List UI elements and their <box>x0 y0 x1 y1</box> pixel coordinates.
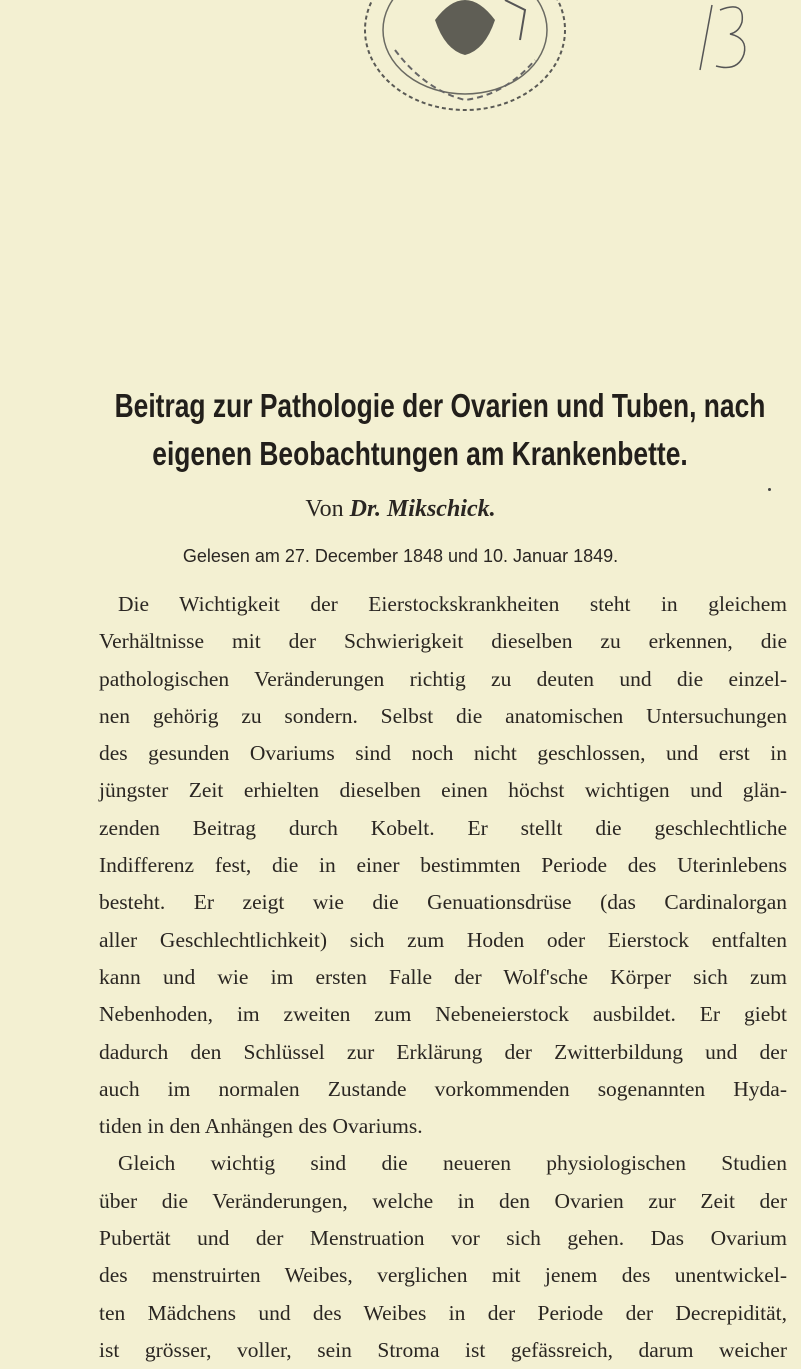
text-line: besteht. Er zeigt wie die Genuationsdrüse (das Cardinalorgan <box>99 890 787 915</box>
text-line: kann und wie im ersten Falle der Wolf'sche Körper sich zum <box>99 964 787 989</box>
text-line: des menstruirten Weibes, verglichen mit jenem des unentwickel- <box>99 1263 787 1288</box>
body-text <box>99 586 787 1369</box>
handwritten-page-number <box>690 0 760 75</box>
text-line: pathologischen Veränderungen richtig zu deuten und die einzel- <box>99 666 787 691</box>
text-line: dadurch den Schlüssel zur Erklärung der Zwitterbildung und der <box>99 1039 787 1064</box>
text-line: über die Veränderungen, welche in den Ovarien zur Zeit der <box>99 1188 787 1213</box>
text-line: Verhältnisse mit der Schwierigkeit dieselben zu erkennen, die <box>99 629 787 654</box>
text-line: aller Geschlechtlichkeit) sich zum Hoden oder Eierstock entfalten <box>99 927 787 952</box>
text-line: ten Mädchens und des Weibes in der Periode der Decrepidität, <box>99 1300 787 1325</box>
library-stamp <box>355 0 575 120</box>
text-line: des gesunden Ovariums sind noch nicht geschlossen, und erst in <box>99 741 787 766</box>
text-line: Nebenhoden, im zweiten zum Nebeneierstock ausbildet. Er giebt <box>99 1002 787 1027</box>
text-line: jüngster Zeit erhielten dieselben einen höchst wichtigen und glän- <box>99 778 787 803</box>
text-line: Indifferenz fest, die in einer bestimmten Periode des Uterinlebens <box>99 853 787 878</box>
article-title-line-1: Beitrag zur Pathologie der Ovarien und Tuben, nach <box>114 387 766 424</box>
read-date-note: Gelesen am 27. December 1848 und 10. Januar 1849. <box>182 546 619 566</box>
text-line: Die Wichtigkeit der Eierstockskrankheiten steht in gleichem <box>118 592 787 616</box>
article-title-line-2: eigenen Beobachtungen am Krankenbette. <box>152 435 688 472</box>
text-line: zenden Beitrag durch Kobelt. Er stellt die geschlechtliche <box>99 815 787 840</box>
author-prefix: Von <box>305 496 344 522</box>
text-line: Gleich wichtig sind die neueren physiologischen Studien <box>118 1151 787 1176</box>
text-line: Pubertät und der Menstruation vor sich gehen. Das Ovarium <box>99 1226 787 1251</box>
speck <box>768 488 771 491</box>
text-line: auch im normalen Zustande vorkommenden sogenannten Hyda- <box>99 1076 787 1101</box>
text-line: nen gehörig zu sondern. Selbst die anatomischen Untersuchungen <box>99 703 787 728</box>
text-line: tiden in den Anhängen des Ovariums. <box>99 1114 423 1139</box>
text-line: ist grösser, voller, sein Stroma ist gefässreich, darum weicher <box>99 1337 787 1362</box>
author-line <box>0 494 801 524</box>
author-name: Dr. Mikschick. <box>349 496 496 522</box>
